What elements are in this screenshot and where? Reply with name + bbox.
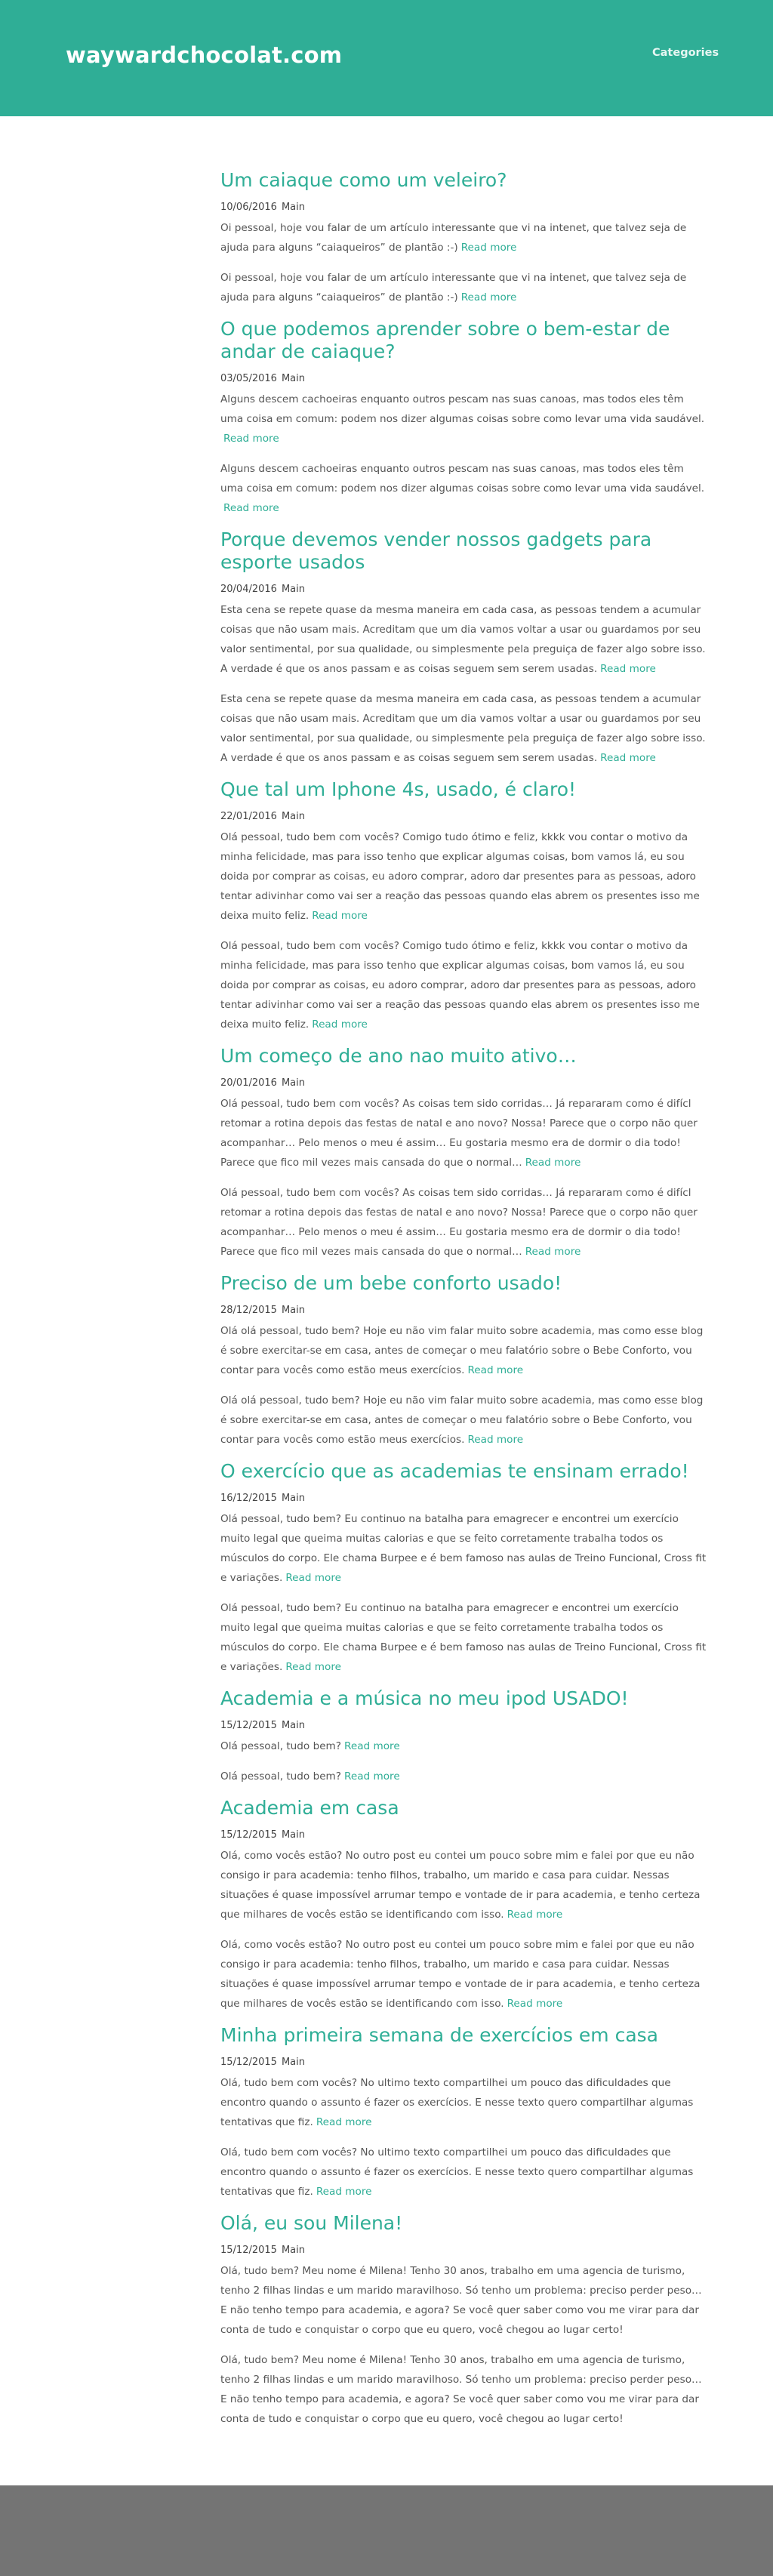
post-excerpt (220, 218, 708, 257)
read-more-link[interactable]: Read more (467, 1364, 524, 1376)
post-item (220, 1272, 708, 1450)
post-excerpt (220, 1935, 708, 2014)
post-excerpt (220, 1094, 708, 1172)
read-more-link[interactable]: Read more (600, 752, 656, 764)
post-date: 15/12/2015 (220, 1829, 277, 1841)
post-item (220, 318, 708, 518)
post-date: 15/12/2015 (220, 1720, 277, 1731)
post-list (220, 169, 708, 2439)
post-item (220, 1797, 708, 2014)
post-excerpt-text: Olá, tudo bem com vocês? No ultimo texto compartilhei um pouco das dificuldades que encontro quando o assunto é fazer os exercícios. E nesse texto quero compartilhar algumas tentativas que fiz. (220, 2146, 694, 2198)
read-more-link[interactable]: Read more (507, 1998, 563, 2010)
post-excerpt-text: Olá olá pessoal, tudo bem? Hoje eu não vim falar muito sobre academia, mas como esse blog é sobre exercitar-se em casa, antes de começar o meu falatório sobre o Bebe Conforto, vou contar para vocês como estão meus exercícios. (220, 1325, 704, 1376)
post-excerpt-text: Olá, como vocês estão? No outro post eu contei um pouco sobre mim e falei por que eu não consigo ir para academia: tenho filhos, trabalho, um marido e casa para cuidar. Nessas situações é quase impossível arrumar tempo e vontade de ir para academia, e tenho certeza que milhares de vocês estão se identificando com isso. (220, 1850, 701, 1921)
post-excerpt-text: Olá pessoal, tudo bem? Eu continuo na batalha para emagrecer e encontrei um exercício muito legal que queima muitas calorias e que se feito corretamente trabalha todos os músculos do corpo. Ele chama Burpee e é bem famoso nas aulas de Treino Funcional, Cross fit e variações. (220, 1602, 707, 1673)
post-date: 22/01/2016 (220, 811, 277, 822)
post-excerpt (220, 1321, 708, 1380)
post-excerpt-text: Olá pessoal, tudo bem com vocês? As coisas tem sido corridas… Já repararam como é difícl retomar a rotina depois das festas de natal e ano novo? Nossa! Parece que o corpo não quer acompanhar… Pelo menos o meu é assim… Eu gostaria mesmo era de dormir o dia todo! Parece que fico mil vezes mais cansada do que o normal… (220, 1098, 698, 1169)
post-meta (220, 1491, 708, 1506)
post-meta (220, 2243, 708, 2258)
post-date: 20/01/2016 (220, 1077, 277, 1089)
post-date: 15/12/2015 (220, 2245, 277, 2256)
post-excerpt-text: Olá pessoal, tudo bem com vocês? Comigo tudo ótimo e feliz, kkkk vou contar o motivo da minha felicidade, mas para isso tenho que explicar algumas coisas, bom vamos lá, eu sou doida por comprar as coisas, eu adoro comprar, adoro dar presentes para as pessoas, adoro tentar adivinhar como vai ser a reação das pessoas quando elas abrem os presentes isso me deixa muito feliz. (220, 940, 700, 1031)
read-more-link[interactable]: Read more (316, 2116, 372, 2128)
post-title-link[interactable]: Olá, eu sou Milena! (220, 2212, 403, 2234)
read-more-link[interactable]: Read more (460, 242, 517, 254)
post-item (220, 169, 708, 307)
post-excerpt-text: Alguns descem cachoeiras enquanto outros pescam nas suas canoas, mas todos eles têm uma coisa em comum: podem nos dizer algumas coisas sobre como levar uma vida saudável. (220, 463, 705, 495)
post-excerpt-text: Olá olá pessoal, tudo bem? Hoje eu não vim falar muito sobre academia, mas como esse blog é sobre exercitar-se em casa, antes de começar o meu falatório sobre o Bebe Conforto, vou contar para vocês como estão meus exercícios. (220, 1394, 704, 1446)
post-meta (220, 582, 708, 597)
post-excerpt (220, 689, 708, 768)
post-date: 16/12/2015 (220, 1493, 277, 1504)
post-category-link[interactable]: Main (281, 1720, 305, 1731)
post-category-link[interactable]: Main (281, 1829, 305, 1841)
read-more-link[interactable]: Read more (223, 502, 279, 514)
post-excerpt (220, 827, 708, 926)
post-title-link[interactable]: Um começo de ano nao muito ativo… (220, 1045, 577, 1067)
post-excerpt (220, 2073, 708, 2132)
post-title-link[interactable]: Que tal um Iphone 4s, usado, é claro! (220, 778, 577, 800)
post-title-link[interactable]: Minha primeira semana de exercícios em casa (220, 2024, 658, 2046)
post-excerpt-text: Olá, tudo bem? Meu nome é Milena! Tenho 30 anos, trabalho em uma agencia de turismo, tenho 2 filhas lindas e um marido maravilhoso. Só tenho um problema: preciso perder peso… E não tenho tempo para academia, e agora? Se você quer saber como vou me virar para dar conta de tudo e conquistar o corpo que eu quero, você chegou ao lugar certo! (220, 2265, 702, 2336)
post-excerpt (220, 936, 708, 1034)
site-header (0, 0, 773, 116)
post-category-link[interactable]: Main (281, 2057, 305, 2068)
read-more-link[interactable]: Read more (285, 1661, 342, 1673)
read-more-link[interactable]: Read more (460, 291, 517, 304)
post-item (220, 2024, 708, 2202)
post-excerpt (220, 1846, 708, 1924)
post-category-link[interactable]: Main (281, 373, 305, 384)
post-meta (220, 2055, 708, 2070)
post-meta (220, 1303, 708, 1318)
post-excerpt (220, 268, 708, 307)
post-category-link[interactable]: Main (281, 1305, 305, 1316)
read-more-link[interactable]: Read more (344, 1740, 400, 1752)
read-more-link[interactable]: Read more (316, 2186, 372, 2198)
post-title-link[interactable]: O que podemos aprender sobre o bem-estar de andar de caiaque? (220, 318, 670, 362)
post-excerpt-text: Esta cena se repete quase da mesma maneira em cada casa, as pessoas tendem a acumular coisas que não usam mais. Acreditam que um dia vamos voltar a usar ou guardamos por seu valor sentimental, por sua qualidade, ou simplesmente pela preguiça de fazer algo sobre isso. A verdade é que os anos passam e as coisas seguem sem serem usadas. (220, 604, 706, 675)
post-meta (220, 200, 708, 215)
post-date: 03/05/2016 (220, 373, 277, 384)
post-title-link[interactable]: Um caiaque como um veleiro? (220, 169, 507, 191)
post-category-link[interactable]: Main (281, 1493, 305, 1504)
post-date: 15/12/2015 (220, 2057, 277, 2068)
post-title-link[interactable]: O exercício que as academias te ensinam errado! (220, 1460, 689, 1482)
post-excerpt-text: Olá, tudo bem com vocês? No ultimo texto compartilhei um pouco das dificuldades que encontro quando o assunto é fazer os exercícios. E nesse texto quero compartilhar algumas tentativas que fiz. (220, 2077, 694, 2128)
post-excerpt (220, 1391, 708, 1450)
post-excerpt (220, 2261, 708, 2340)
post-date: 28/12/2015 (220, 1305, 277, 1316)
post-category-link[interactable]: Main (281, 202, 305, 213)
read-more-link[interactable]: Read more (507, 1909, 563, 1921)
read-more-link[interactable]: Read more (525, 1157, 581, 1169)
post-excerpt (220, 1736, 708, 1756)
post-date: 20/04/2016 (220, 584, 277, 595)
post-title-link[interactable]: Academia em casa (220, 1797, 399, 1819)
post-excerpt (220, 1598, 708, 1677)
post-title-link[interactable]: Porque devemos vender nossos gadgets para esporte usados (220, 528, 652, 573)
read-more-link[interactable]: Read more (312, 1018, 368, 1031)
post-date: 10/06/2016 (220, 202, 277, 213)
post-category-link[interactable]: Main (281, 2245, 305, 2256)
read-more-link[interactable]: Read more (525, 1246, 581, 1258)
post-item (220, 778, 708, 1034)
post-excerpt (220, 2143, 708, 2202)
post-title-link[interactable]: Preciso de um bebe conforto usado! (220, 1272, 562, 1294)
post-meta (220, 1718, 708, 1733)
post-excerpt-text: Oi pessoal, hoje vou falar de um artículo interessante que vi na intenet, que talvez seja de ajuda para alguns “caiaqueiros” de plantão :-) (220, 272, 687, 304)
post-meta (220, 809, 708, 824)
post-excerpt (220, 1509, 708, 1588)
post-excerpt (220, 390, 708, 448)
post-excerpt-text: Alguns descem cachoeiras enquanto outros pescam nas suas canoas, mas todos eles têm uma coisa em comum: podem nos dizer algumas coisas sobre como levar uma vida saudável. (220, 393, 705, 425)
post-excerpt-text: Olá pessoal, tudo bem com vocês? Comigo tudo ótimo e feliz, kkkk vou contar o motivo da minha felicidade, mas para isso tenho que explicar algumas coisas, bom vamos lá, eu sou doida por comprar as coisas, eu adoro comprar, adoro dar presentes para as pessoas, adoro tentar adivinhar como vai ser a reação das pessoas quando elas abrem os presentes isso me deixa muito feliz. (220, 831, 700, 922)
read-more-link[interactable]: Read more (223, 433, 279, 445)
site-footer (0, 2485, 773, 2576)
post-excerpt-text: Olá pessoal, tudo bem? (220, 1740, 342, 1752)
read-more-link[interactable]: Read more (285, 1572, 342, 1584)
post-item (220, 528, 708, 768)
post-excerpt-text: Esta cena se repete quase da mesma maneira em cada casa, as pessoas tendem a acumular coisas que não usam mais. Acreditam que um dia vamos voltar a usar ou guardamos por seu valor sentimental, por sua qualidade, ou simplesmente pela preguiça de fazer algo sobre isso. A verdade é que os anos passam e as coisas seguem sem serem usadas. (220, 693, 706, 764)
post-excerpt-text: Oi pessoal, hoje vou falar de um artículo interessante que vi na intenet, que talvez seja de ajuda para alguns “caiaqueiros” de plantão :-) (220, 222, 687, 254)
post-meta (220, 1076, 708, 1091)
post-meta (220, 371, 708, 387)
read-more-link[interactable]: Read more (344, 1770, 400, 1783)
post-category-link[interactable]: Main (281, 1077, 305, 1089)
post-excerpt-text: Olá, tudo bem? Meu nome é Milena! Tenho 30 anos, trabalho em uma agencia de turismo, tenho 2 filhas lindas e um marido maravilhoso. Só tenho um problema: preciso perder peso… E não tenho tempo para academia, e agora? Se você quer saber como vou me virar para dar conta de tudo e conquistar o corpo que eu quero, você chegou ao lugar certo! (220, 2354, 702, 2425)
read-more-link[interactable]: Read more (312, 910, 368, 922)
post-item (220, 2212, 708, 2429)
post-item (220, 1045, 708, 1262)
post-excerpt (220, 600, 708, 679)
post-item (220, 1687, 708, 1786)
post-excerpt-text: Olá pessoal, tudo bem? (220, 1770, 342, 1783)
read-more-link[interactable]: Read more (600, 663, 656, 675)
post-excerpt (220, 459, 708, 518)
nav-categories-link[interactable]: Categories (652, 47, 719, 59)
post-excerpt-text: Olá, como vocês estão? No outro post eu contei um pouco sobre mim e falei por que eu não consigo ir para academia: tenho filhos, trabalho, um marido e casa para cuidar. Nessas situações é quase impossível arrumar tempo e vontade de ir para academia, e tenho certeza que milhares de vocês estão se identificando com isso. (220, 1939, 701, 2010)
post-excerpt (220, 1183, 708, 1262)
post-excerpt-text: Olá pessoal, tudo bem? Eu continuo na batalha para emagrecer e encontrei um exercício muito legal que queima muitas calorias e que se feito corretamente trabalha todos os músculos do corpo. Ele chama Burpee e é bem famoso nas aulas de Treino Funcional, Cross fit e variações. (220, 1513, 707, 1584)
read-more-link[interactable]: Read more (467, 1434, 524, 1446)
post-excerpt-text: Olá pessoal, tudo bem com vocês? As coisas tem sido corridas… Já repararam como é difícl retomar a rotina depois das festas de natal e ano novo? Nossa! Parece que o corpo não quer acompanhar… Pelo menos o meu é assim… Eu gostaria mesmo era de dormir o dia todo! Parece que fico mil vezes mais cansada do que o normal… (220, 1187, 698, 1258)
site-title-link[interactable]: waywardchocolat.com (66, 42, 343, 68)
post-category-link[interactable]: Main (281, 811, 305, 822)
post-meta (220, 1828, 708, 1843)
post-excerpt (220, 1767, 708, 1786)
post-excerpt (220, 2350, 708, 2429)
post-title-link[interactable]: Academia e a música no meu ipod USADO! (220, 1687, 629, 1709)
post-category-link[interactable]: Main (281, 584, 305, 595)
post-item (220, 1460, 708, 1677)
